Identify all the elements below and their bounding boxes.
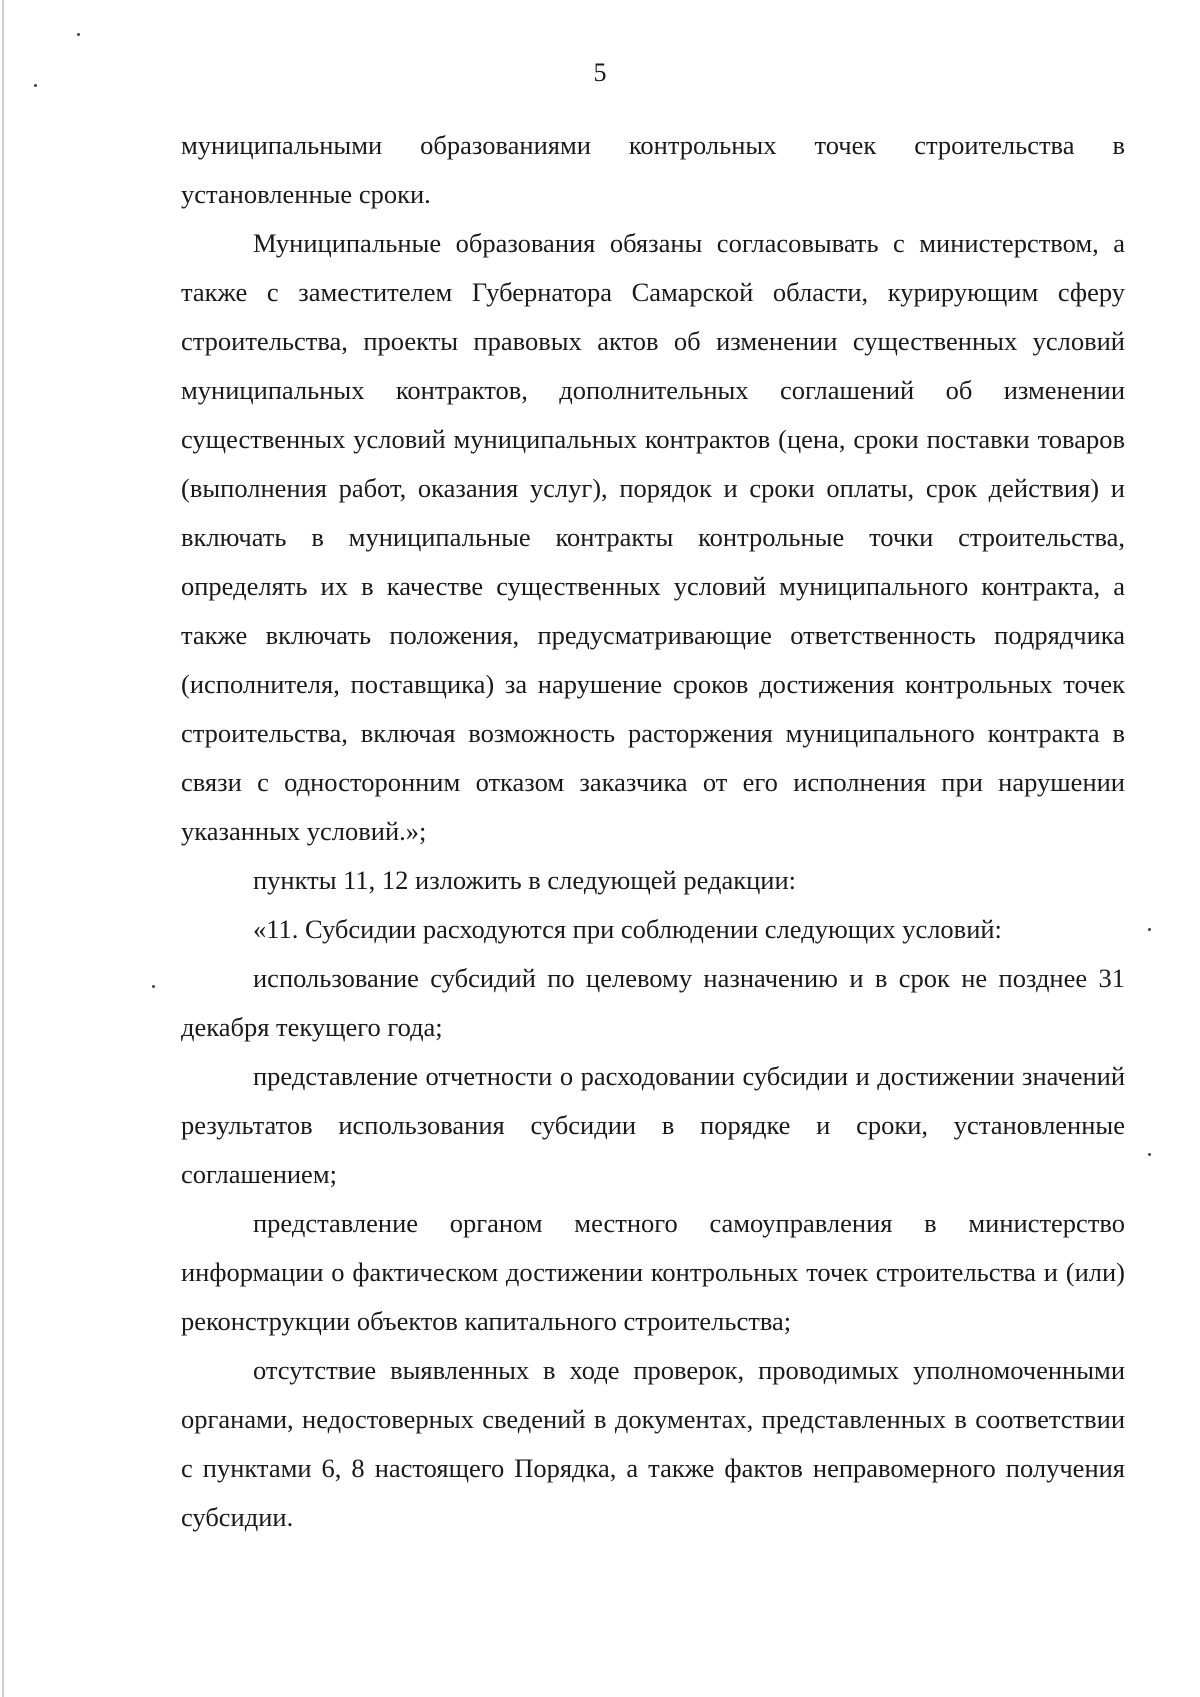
- page-number: 5: [593, 58, 607, 87]
- paragraph-amendment-instruction: пункты 11, 12 изложить в следующей редакции:: [253, 865, 797, 895]
- paragraph-condition-information: представление органом местного самоуправления в министерство информации о фактическом достижении контрольных точек строительства и (или) реконструкции объектов капитального строительства;: [181, 1208, 1125, 1336]
- paragraph-condition-no-violations: отсутствие выявленных в ходе проверок, проводимых уполномоченными органами, недостоверных сведений в документах, представленных в соответствии с пунктами 6, 8 настоящего Порядка, а также фактов неправомерного получения субсидии.: [181, 1355, 1125, 1532]
- scan-edge-line: [2, 0, 4, 1697]
- paragraph-condition-target-use: использование субсидий по целевому назначению и в срок не позднее 31 декабря текущего года;: [181, 963, 1125, 1042]
- paragraph-condition-reporting: представление отчетности о расходовании субсидии и достижении значений результатов использования субсидии в порядке и сроки, установленные соглашением;: [181, 1061, 1125, 1189]
- scan-speck: [1148, 1153, 1151, 1156]
- scan-speck: [77, 33, 80, 36]
- scan-speck: [1148, 928, 1151, 931]
- scan-speck: [152, 985, 155, 988]
- document-body: [181, 121, 1125, 1542]
- paragraph-continuation: муниципальными образованиями контрольных точек строительства в установленные сроки.: [181, 130, 1125, 209]
- paragraph-clause-11-heading: «11. Субсидии расходуются при соблюдении следующих условий:: [253, 914, 1002, 944]
- paragraph-municipal-obligations: Муниципальные образования обязаны согласовывать с министерством, а также с заместителем Губернатора Самарской области, курирующим сферу строительства, проекты правовых актов об изменении существенных условий муниципальных контрактов, дополнительных соглашений об изменении существенных условий муниципальных контрактов (цена, сроки поставки товаров (выполнения работ, оказания услуг), порядок и сроки оплаты, срок действия) и включать в муниципальные контракты контрольные точки строительства, определять их в качестве существенных условий муниципального контракта, а также включать положения, предусматривающие ответственность подрядчика (исполнителя, поставщика) за нарушение сроков достижения контрольных точек строительства, включая возможность расторжения муниципального контракта в связи с односторонним отказом заказчика от его исполнения при нарушении указанных условий.»;: [181, 228, 1125, 846]
